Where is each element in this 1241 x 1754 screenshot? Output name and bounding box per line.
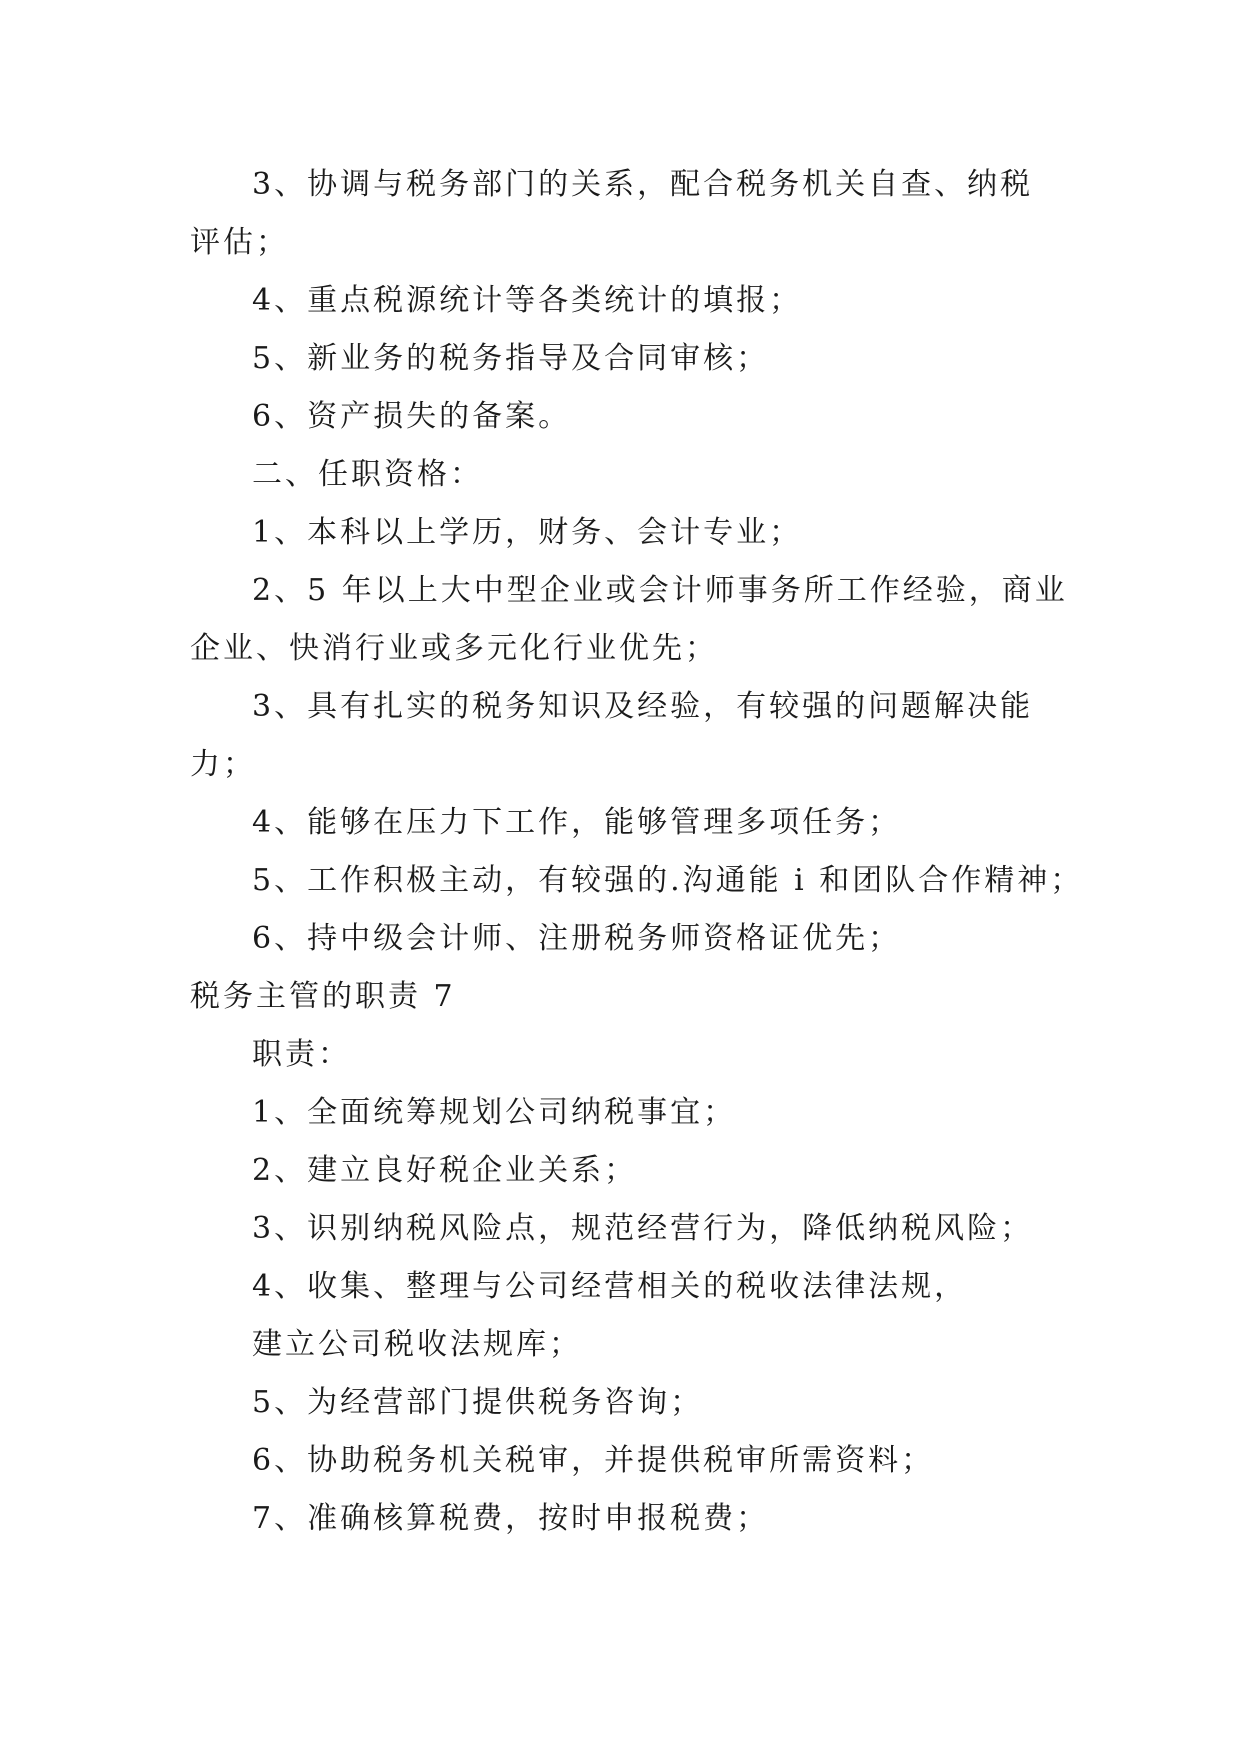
section-title: 税务主管的职责 7 bbox=[190, 979, 456, 1014]
text-line: 4、重点税源统计等各类统计的填报； bbox=[252, 283, 803, 318]
text-line: 3、具有扎实的税务知识及经验，有较强的问题解决能 bbox=[252, 689, 1034, 724]
text-line: 1、本科以上学历，财务、会计专业； bbox=[252, 515, 803, 550]
text-line: 3、识别纳税风险点，规范经营行为，降低纳税风险； bbox=[252, 1211, 1034, 1246]
text-line: 力； bbox=[190, 747, 256, 782]
text-line: 2、建立良好税企业关系； bbox=[252, 1153, 638, 1188]
text-line: 1、全面统筹规划公司纳税事宜； bbox=[252, 1095, 737, 1130]
text-line: 6、资产损失的备案。 bbox=[252, 399, 572, 434]
section-heading: 二、任职资格： bbox=[252, 457, 483, 492]
text-line: 企业、快消行业或多元化行业优先； bbox=[190, 631, 718, 666]
text-line: 建立公司税收法规库； bbox=[252, 1327, 582, 1362]
text-line: 3、协调与税务部门的关系，配合税务机关自查、纳税 bbox=[252, 167, 1034, 202]
section-heading: 职责： bbox=[252, 1037, 351, 1072]
text-line: 6、持中级会计师、注册税务师资格证优先； bbox=[252, 921, 902, 956]
text-line: 2、5 年以上大中型企业或会计师事务所工作经验，商业 bbox=[252, 573, 1068, 608]
text-line: 评估； bbox=[190, 225, 289, 260]
text-line: 6、协助税务机关税审，并提供税审所需资料； bbox=[252, 1443, 935, 1478]
text-line: 4、收集、整理与公司经营相关的税收法律法规， bbox=[252, 1269, 968, 1304]
text-line: 5、工作积极主动，有较强的.沟通能 i 和团队合作精神； bbox=[252, 863, 1084, 898]
text-line: 5、新业务的税务指导及合同审核； bbox=[252, 341, 770, 376]
text-line: 5、为经营部门提供税务咨询； bbox=[252, 1385, 704, 1420]
text-line: 4、能够在压力下工作，能够管理多项任务； bbox=[252, 805, 902, 840]
text-line: 7、准确核算税费，按时申报税费； bbox=[252, 1501, 770, 1536]
